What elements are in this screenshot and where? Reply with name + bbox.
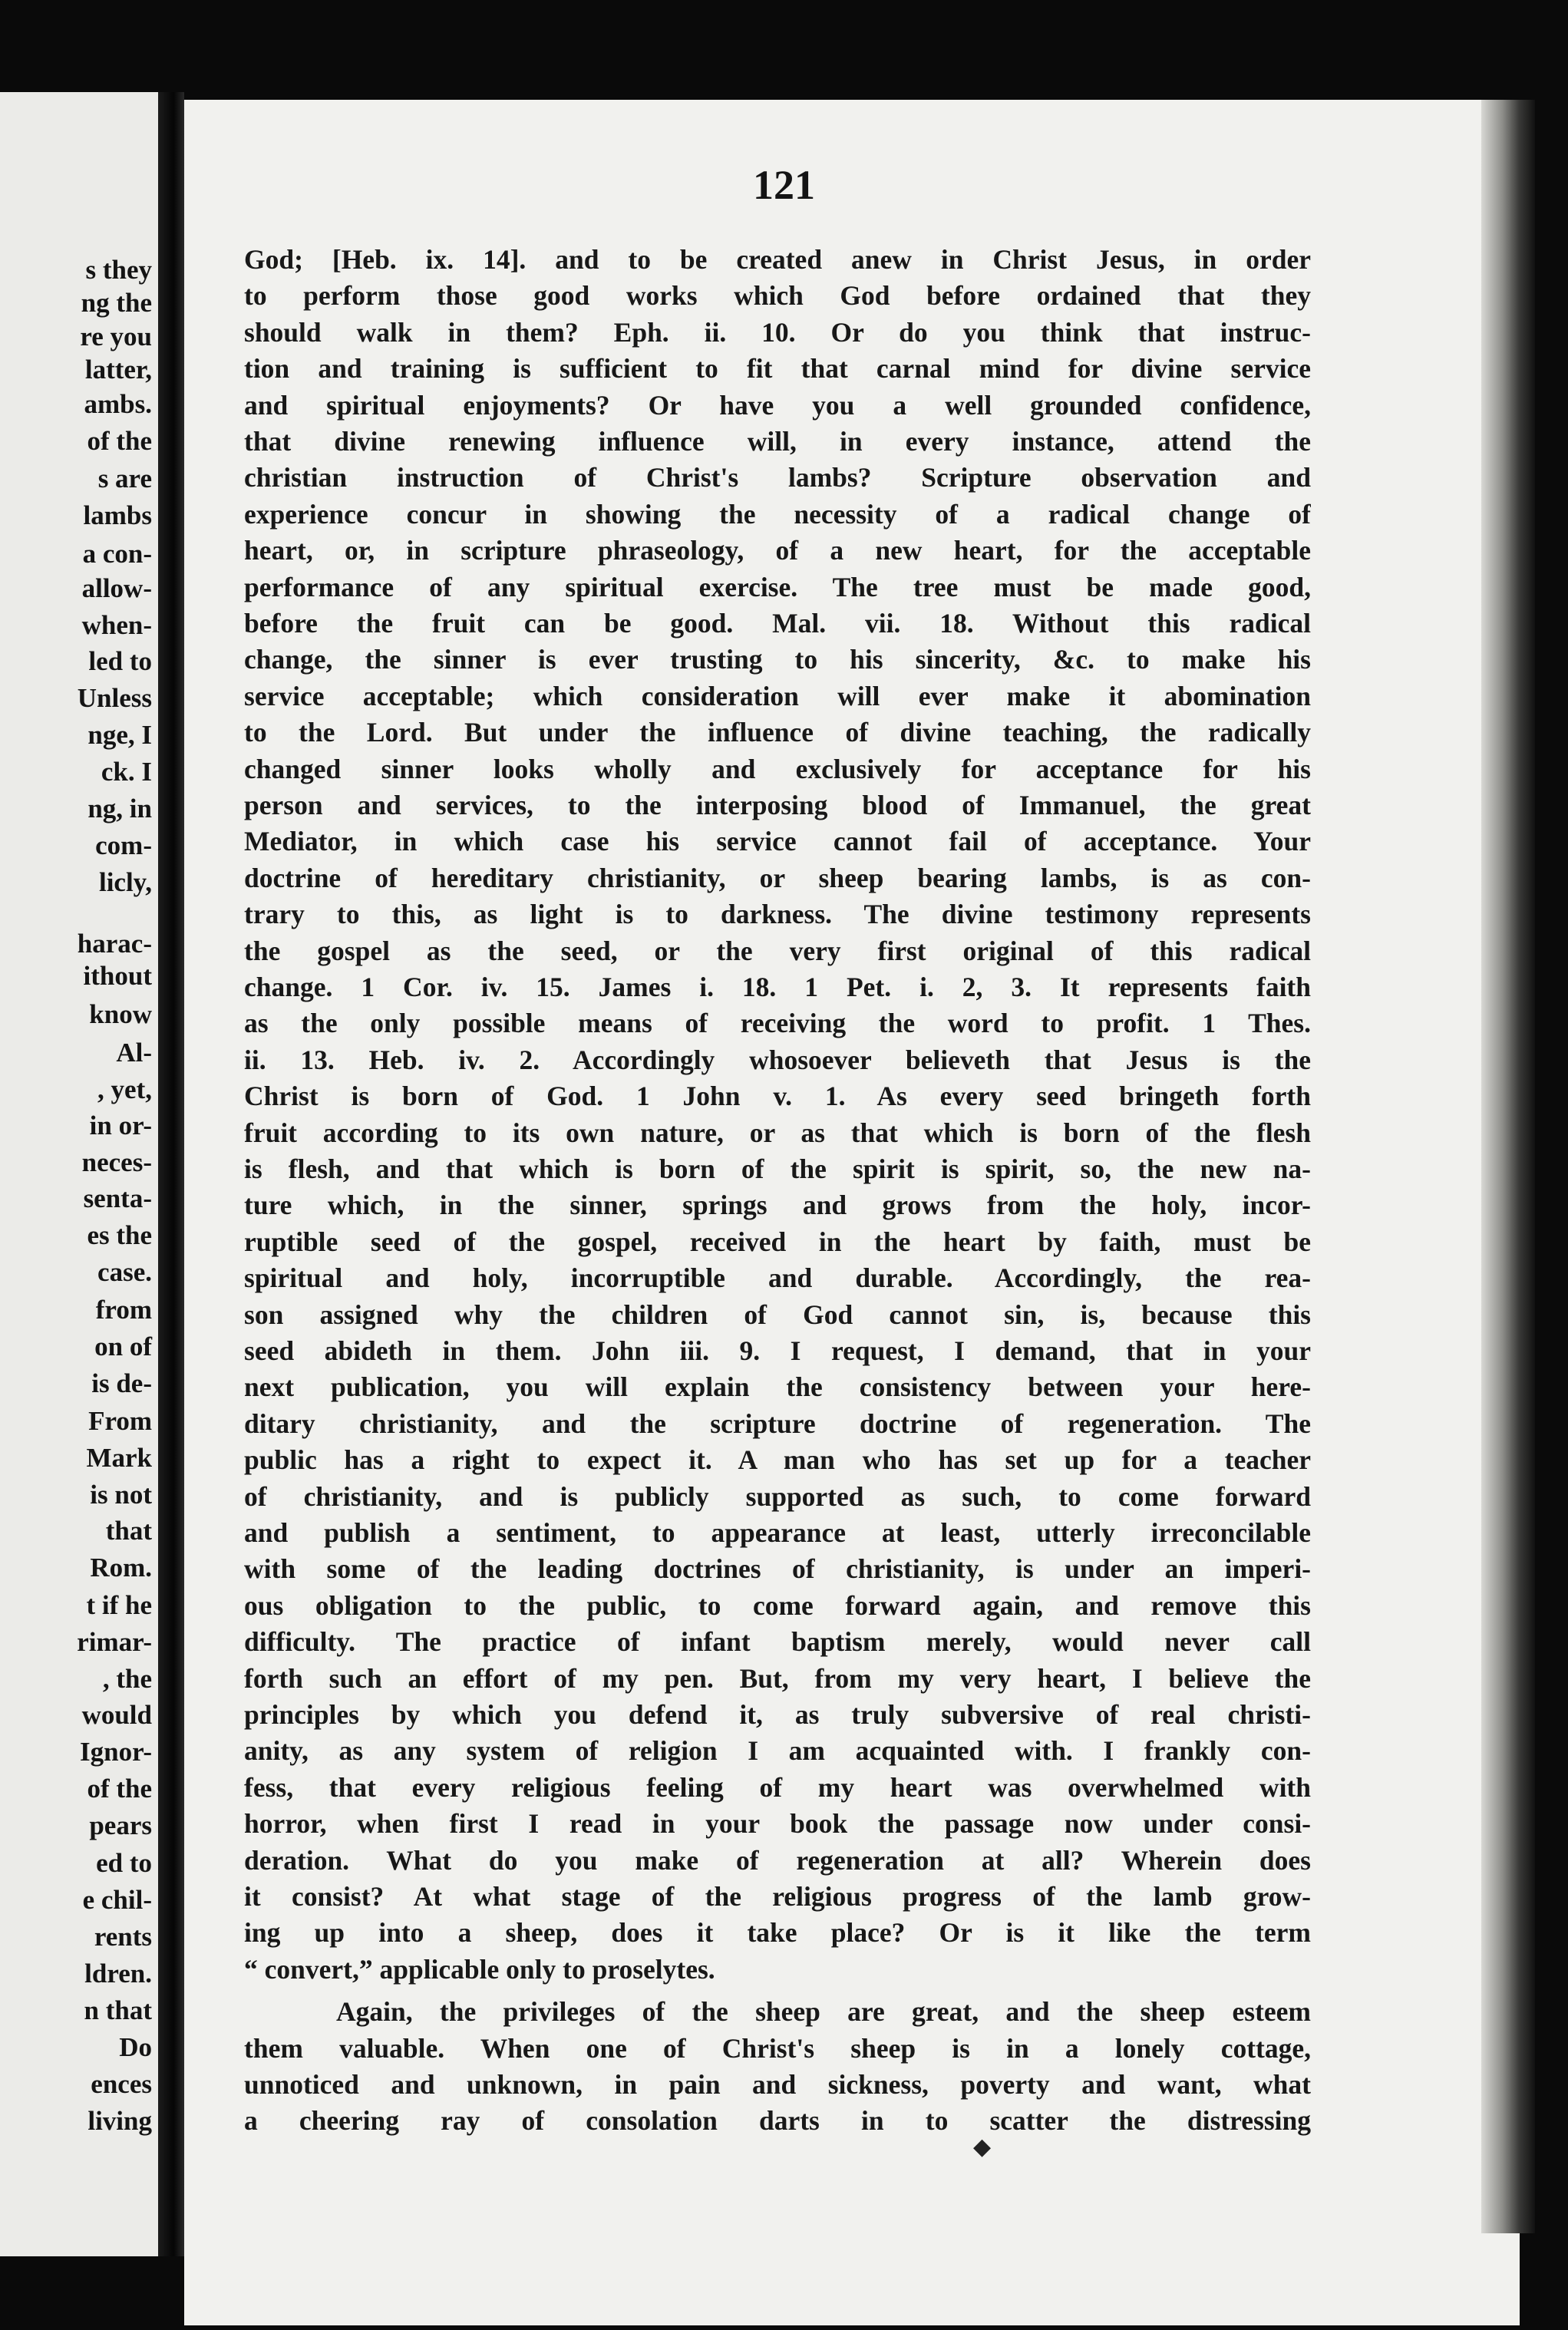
text-line: Christ is born of God. 1 John v. 1. As every seed bringeth forth bbox=[244, 1081, 1311, 1111]
text-line: ture which, in the sinner, springs and grows from the holy, incor- bbox=[244, 1190, 1311, 1220]
facing-line: t if he bbox=[86, 1590, 152, 1620]
facing-line: ed to bbox=[96, 1848, 152, 1878]
facing-line: that bbox=[105, 1516, 152, 1546]
facing-line: living bbox=[87, 2106, 152, 2136]
text-line: the gospel as the seed, or the very first original of this radical bbox=[244, 936, 1311, 966]
text-line: unnoticed and unknown, in pain and sickness, poverty and want, what bbox=[244, 2069, 1311, 2100]
text-line: experience concur in showing the necessity of a radical change of bbox=[244, 499, 1311, 530]
facing-line: of the bbox=[87, 426, 152, 456]
text-line: “ convert,” applicable only to proselytes. bbox=[244, 1954, 715, 1985]
text-line: and publish a sentiment, to appearance at least, utterly irreconcilable bbox=[244, 1517, 1311, 1548]
ink-mark: ◆ bbox=[973, 2134, 992, 2160]
text-line: deration. What do you make of regeneration at all? Wherein does bbox=[244, 1845, 1311, 1876]
facing-line: ng the bbox=[81, 288, 152, 318]
text-line: of christianity, and is publicly supported as such, to come forward bbox=[244, 1481, 1311, 1512]
facing-line: of the bbox=[87, 1774, 152, 1804]
facing-line: ck. I bbox=[101, 757, 152, 787]
text-line: heart, or, in scripture phraseology, of a new heart, for the acceptable bbox=[244, 535, 1311, 566]
book-gutter bbox=[158, 92, 184, 2256]
text-line: spiritual and holy, incorruptible and durable. Accordingly, the rea- bbox=[244, 1262, 1311, 1293]
text-line: Mediator, in which case his service cannot fail of acceptance. Your bbox=[244, 826, 1311, 856]
text-line: God; [Heb. ix. 14]. and to be created anew in Christ Jesus, in order bbox=[244, 244, 1311, 275]
facing-line: latter, bbox=[84, 355, 152, 384]
text-line: christian instruction of Christ's lambs? Scripture observation and bbox=[244, 462, 1311, 493]
page-number: 121 bbox=[753, 162, 815, 208]
text-line: service acceptable; which consideration will ever make it abomination bbox=[244, 681, 1311, 711]
text-line: tion and training is sufficient to fit that carnal mind for divine service bbox=[244, 353, 1311, 384]
facing-line: ng, in bbox=[87, 794, 152, 823]
facing-line: ences bbox=[91, 2069, 152, 2099]
text-line: principles by which you defend it, as truly subversive of real christi- bbox=[244, 1699, 1311, 1730]
text-line: ing up into a sheep, does it take place? Or is it like the term bbox=[244, 1917, 1311, 1948]
facing-line: is not bbox=[90, 1480, 152, 1510]
text-line: is flesh, and that which is born of the spirit is spirit, so, the new na- bbox=[244, 1153, 1311, 1184]
facing-line: rimar- bbox=[77, 1627, 152, 1657]
text-line: anity, as any system of religion I am acquainted with. I frankly con- bbox=[244, 1735, 1311, 1766]
facing-line: , the bbox=[102, 1664, 152, 1694]
facing-line: senta- bbox=[83, 1183, 152, 1213]
text-line: ous obligation to the public, to come forward again, and remove this bbox=[244, 1590, 1311, 1621]
facing-line: From bbox=[88, 1406, 152, 1436]
text-line: doctrine of hereditary christianity, or sheep bearing lambs, is as con- bbox=[244, 863, 1311, 893]
facing-line: pears bbox=[89, 1810, 152, 1840]
facing-line: e chil- bbox=[82, 1885, 152, 1915]
text-line: ditary christianity, and the scripture doctrine of regeneration. The bbox=[244, 1408, 1311, 1439]
text-line: fess, that every religious feeling of my heart was overwhelmed with bbox=[244, 1772, 1311, 1803]
facing-line: ldren. bbox=[84, 1959, 152, 1988]
facing-line: nge, I bbox=[87, 720, 152, 750]
text-line: to perform those good works which God before ordained that they bbox=[244, 280, 1311, 311]
text-line: ruptible seed of the gospel, received in the heart by faith, must be bbox=[244, 1226, 1311, 1257]
text-line: and spiritual enjoyments? Or have you a well grounded confidence, bbox=[244, 390, 1311, 421]
facing-line: allow- bbox=[81, 573, 152, 603]
facing-line: case. bbox=[97, 1257, 152, 1287]
text-line: fruit according to its own nature, or as that which is born of the flesh bbox=[244, 1117, 1311, 1148]
text-line: change. 1 Cor. iv. 15. James i. 18. 1 Pet. i. 2, 3. It represents faith bbox=[244, 972, 1311, 1002]
text-line: before the fruit can be good. Mal. vii. 18. Without this radical bbox=[244, 608, 1311, 639]
facing-line: would bbox=[81, 1700, 152, 1730]
text-line: that divine renewing influence will, in every instance, attend the bbox=[244, 426, 1311, 457]
text-line: change, the sinner is ever trusting to his sincerity, &c. to make his bbox=[244, 644, 1311, 675]
text-line: it consist? At what stage of the religious progress of the lamb grow- bbox=[244, 1881, 1311, 1912]
text-line: them valuable. When one of Christ's sheep is in a lonely cottage, bbox=[244, 2033, 1311, 2064]
facing-line: when- bbox=[81, 610, 152, 640]
facing-line: know bbox=[89, 999, 152, 1029]
facing-line: n that bbox=[84, 1995, 152, 2025]
text-line: horror, when first I read in your book the passage now under consi- bbox=[244, 1808, 1311, 1839]
facing-line: ambs. bbox=[84, 389, 152, 419]
facing-line: rents bbox=[94, 1922, 152, 1952]
text-line: to the Lord. But under the influence of divine teaching, the radically bbox=[244, 717, 1311, 748]
text-line: difficulty. The practice of infant baptism merely, would never call bbox=[244, 1626, 1311, 1657]
text-line: forth such an effort of my pen. But, from my very heart, I believe the bbox=[244, 1663, 1311, 1694]
facing-line: led to bbox=[88, 646, 152, 676]
facing-line: re you bbox=[80, 322, 152, 351]
text-line: performance of any spiritual exercise. The tree must be made good, bbox=[244, 572, 1311, 602]
text-line: ii. 13. Heb. iv. 2. Accordingly whosoever believeth that Jesus is the bbox=[244, 1045, 1311, 1075]
facing-line: neces- bbox=[81, 1147, 152, 1177]
text-line: person and services, to the interposing blood of Immanuel, the great bbox=[244, 790, 1311, 820]
text-line: son assigned why the children of God cannot sin, is, because this bbox=[244, 1299, 1311, 1330]
text-line: trary to this, as light is to darkness. The divine testimony represents bbox=[244, 899, 1311, 929]
facing-line: lambs bbox=[83, 500, 152, 530]
facing-line: licly, bbox=[98, 867, 152, 897]
facing-line: s they bbox=[85, 255, 152, 285]
facing-line: Mark bbox=[86, 1443, 152, 1473]
facing-line: is de- bbox=[91, 1368, 152, 1398]
text-line: with some of the leading doctrines of christianity, is under an imperi- bbox=[244, 1553, 1311, 1584]
text-line: should walk in them? Eph. ii. 10. Or do you think that instruc- bbox=[244, 317, 1311, 348]
facing-line: from bbox=[95, 1295, 152, 1325]
facing-line: on of bbox=[94, 1332, 152, 1361]
text-line: a cheering ray of consolation darts in to scatter the distressing bbox=[244, 2105, 1311, 2136]
facing-line: Unless bbox=[77, 683, 152, 713]
text-line: public has a right to expect it. A man who has set up for a teacher bbox=[244, 1444, 1311, 1475]
text-line: Again, the privileges of the sheep are great, and the sheep esteem bbox=[336, 1996, 1311, 2027]
facing-line: ithout bbox=[83, 961, 152, 991]
text-line: seed abideth in them. John iii. 9. I request, I demand, that in your bbox=[244, 1335, 1311, 1366]
text-line: next publication, you will explain the consistency between your here- bbox=[244, 1371, 1311, 1402]
facing-line: , yet, bbox=[97, 1074, 152, 1104]
text-line: as the only possible means of receiving the word to profit. 1 Thes. bbox=[244, 1008, 1311, 1038]
facing-line: a con- bbox=[82, 539, 152, 569]
facing-line: Do bbox=[119, 2032, 152, 2062]
text-line: changed sinner looks wholly and exclusively for acceptance for his bbox=[244, 754, 1311, 784]
facing-line: Rom. bbox=[90, 1553, 152, 1582]
facing-line: Al- bbox=[116, 1038, 152, 1068]
facing-line: Ignor- bbox=[80, 1737, 152, 1767]
facing-line: com- bbox=[95, 830, 152, 860]
facing-line: harac- bbox=[77, 929, 152, 959]
facing-line: s are bbox=[97, 464, 152, 493]
facing-line: in or- bbox=[89, 1111, 152, 1140]
facing-line: es the bbox=[87, 1220, 152, 1250]
page-edge bbox=[1481, 100, 1535, 2233]
